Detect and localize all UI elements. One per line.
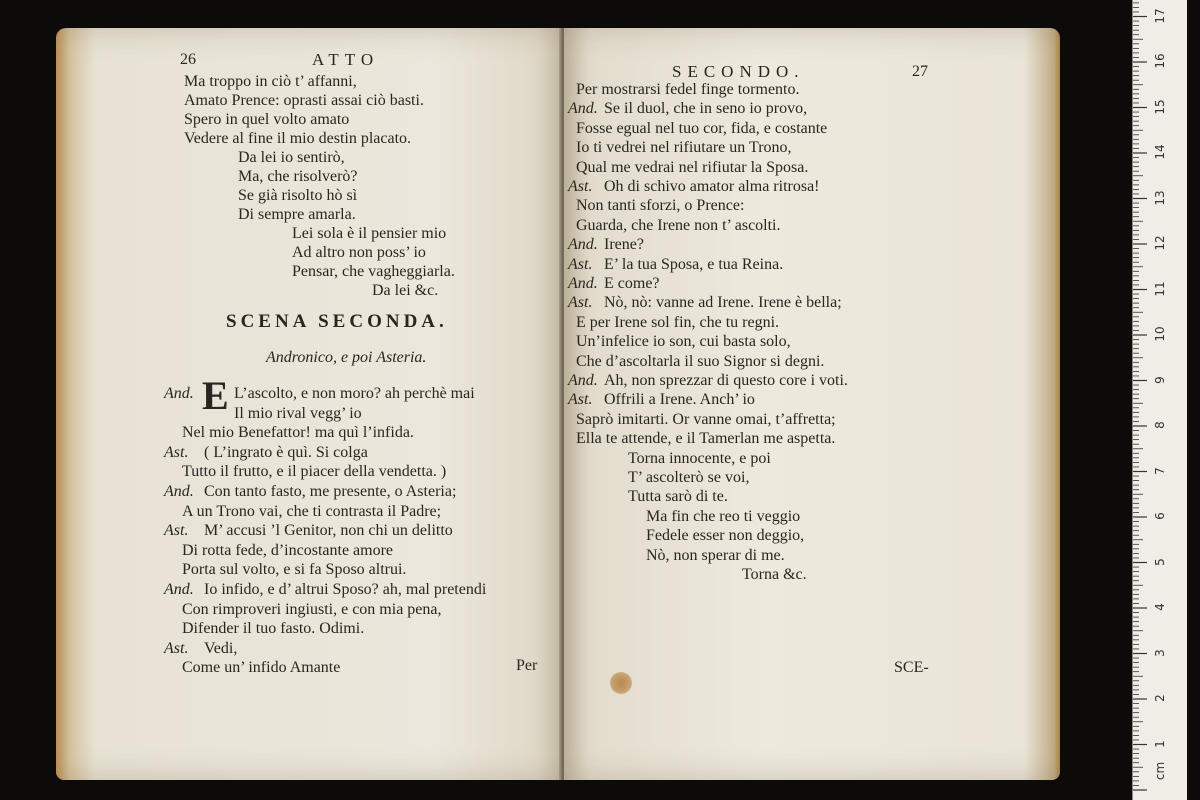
- speaker-label: Ast.: [568, 178, 593, 195]
- left-page: [56, 28, 562, 780]
- speaker-label: Ast.: [164, 639, 189, 657]
- verse-line: Con tanto fasto, me presente, o Asteria;: [204, 483, 457, 500]
- scene-title: SCENA SECONDA.: [226, 311, 448, 332]
- ruler-number: 15: [1153, 98, 1167, 115]
- verse-line: Porta sul volto, e si fa Sposo altrui.: [182, 561, 407, 579]
- open-book: [56, 28, 1060, 780]
- verse-line: Qual me vedrai nel rifiutar la Sposa.: [576, 158, 809, 176]
- verse-line: Io infido, e d’ altrui Sposo? ah, mal pretendi: [204, 581, 487, 598]
- right-page: [564, 28, 1060, 780]
- verse-line: Nel mio Benefattor! ma quì l’infida.: [182, 424, 414, 442]
- verse-line: Che d’ascoltarla il suo Signor si degni.: [576, 352, 825, 370]
- verse-line: Oh di schivo amator alma ritrosa!: [604, 178, 820, 195]
- verse-line: Ma troppo in ciò t’ affanni,: [184, 73, 357, 90]
- verse-line: Ella te attende, e il Tamerlan me aspetta.: [576, 430, 836, 448]
- verse-line: Irene?: [604, 236, 644, 254]
- catchword-left: Per: [516, 657, 538, 674]
- speaker-label: Ast.: [164, 443, 189, 461]
- verse-line: Spero in quel volto amato: [184, 111, 350, 128]
- verse-line: Amato Prence: oprasti assai ciò basti.: [184, 92, 424, 109]
- verse-line: Fedele esser non deggio,: [646, 527, 805, 545]
- ruler-number: 4: [1153, 603, 1167, 611]
- verse-line: E come?: [604, 275, 660, 292]
- ruler-number: 11: [1153, 280, 1167, 297]
- ruler-number: 13: [1153, 189, 1167, 206]
- verse-line: Ma fin che reo ti veggio: [646, 507, 801, 525]
- drop-cap: E: [202, 373, 229, 418]
- verse-line: Con rimproveri ingiusti, e con mia pena,: [182, 600, 442, 618]
- page-number-left: 26: [180, 51, 196, 68]
- speaker-label: And.: [164, 483, 194, 500]
- verse-line: Se già risolto hò sì: [238, 187, 358, 204]
- verse-line: Fosse egual nel tuo cor, fida, e costante: [576, 119, 828, 137]
- verse-line: Ad altro non poss’ io: [292, 244, 426, 261]
- ruler-number: 9: [1153, 375, 1167, 384]
- verse-line: Come un’ infido Amante: [182, 659, 341, 677]
- speaker-label: Ast.: [568, 255, 593, 273]
- verse-line: Se il duol, che in seno io provo,: [604, 100, 808, 118]
- verse-line: M’ accusi ’l Genitor, non chi un delitto: [204, 522, 453, 540]
- speaker-label: Ast.: [164, 522, 189, 540]
- verse-line: Guarda, che Irene non t’ ascolti.: [576, 216, 781, 234]
- verse-line: Un’infelice io son, cui basta solo,: [576, 333, 791, 351]
- catchword-right: SCE-: [894, 659, 929, 676]
- verse-line: E’ la tua Sposa, e tua Reina.: [604, 255, 784, 273]
- verse-line: Torna innocente, e poi: [628, 449, 771, 467]
- speaker-label: Ast.: [568, 391, 593, 409]
- ruler-number: 2: [1153, 694, 1167, 702]
- verse-line: Saprò imitarti. Or vanne omai, t’affretta;: [576, 410, 836, 428]
- verse-line: Vedi,: [204, 639, 238, 657]
- page-number-right: 27: [912, 63, 928, 80]
- speaker-label: Ast.: [568, 294, 593, 312]
- verse-line: Tutta sarò di te.: [628, 488, 728, 506]
- speaker-label: And.: [164, 385, 194, 402]
- speaker-label: And.: [568, 236, 598, 254]
- verse-line: T’ ascolterò se voi,: [628, 469, 750, 486]
- scene-characters: Andronico, e poi Asteria.: [266, 349, 427, 366]
- verse-line: E per Irene sol fin, che tu regni.: [576, 313, 780, 331]
- ruler-number: 14: [1153, 144, 1167, 160]
- ruler-number: 16: [1153, 53, 1167, 69]
- ruler-number: 7: [1153, 466, 1167, 475]
- verse-line: Di rotta fede, d’incostante amore: [182, 541, 394, 559]
- ruler-number: 12: [1153, 235, 1167, 251]
- ruler-unit-label: cm: [1153, 761, 1167, 781]
- verse-line: Per mostrarsi fedel finge tormento.: [576, 81, 800, 98]
- speaker-label: And.: [568, 275, 598, 292]
- verse-line: A un Trono vai, che ti contrasta il Padre;: [182, 502, 442, 520]
- paper-stain: [610, 672, 632, 694]
- verse-line: Vedere al fine il mio destin placato.: [184, 130, 412, 147]
- ruler-number: 6: [1153, 512, 1167, 520]
- measuring-ruler: [1132, 0, 1187, 800]
- ruler-number: 3: [1153, 648, 1167, 657]
- ruler-number: 10: [1153, 326, 1167, 342]
- speaker-label: And.: [568, 372, 598, 389]
- verse-line: Di sempre amarla.: [238, 206, 356, 223]
- verse-line: Lei sola è il pensier mio: [292, 225, 447, 242]
- running-head-right: SECONDO.: [672, 62, 805, 81]
- verse-line: Il mio rival vegg’ io: [234, 404, 362, 422]
- verse-line: Nò, non sperar di me.: [646, 546, 785, 564]
- verse-line: Da lei io sentirò,: [238, 149, 345, 166]
- verse-line: Tutto il frutto, e il piacer della vendetta. ): [182, 463, 447, 481]
- ruler-number: 8: [1153, 421, 1167, 429]
- ruler-number: 5: [1153, 557, 1167, 566]
- verse-line: Pensar, che vagheggiarla.: [292, 263, 455, 280]
- running-head-left: ATTO: [312, 50, 380, 69]
- verse-line: Io ti vedrei nel rifiutare un Trono,: [576, 139, 792, 157]
- verse-line: Offrili a Irene. Anch’ io: [604, 391, 755, 409]
- speaker-label: And.: [568, 100, 598, 118]
- ruler-number: 1: [1153, 739, 1167, 748]
- verse-line: Da lei &c.: [372, 282, 439, 299]
- speaker-label: And.: [164, 581, 194, 598]
- verse-line: Ma, che risolverò?: [238, 168, 358, 185]
- ruler-number: 17: [1153, 7, 1167, 24]
- verse-line: L’ascolto, e non moro? ah perchè mai: [234, 385, 475, 402]
- verse-line: Non tanti sforzi, o Prence:: [576, 197, 745, 215]
- verse-line: Difender il tuo fasto. Odimi.: [182, 620, 365, 638]
- verse-line: ( L’ingrato è quì. Si colga: [204, 443, 368, 461]
- verse-line: Torna &c.: [742, 566, 807, 583]
- verse-line: Ah, non sprezzar di questo core i voti.: [604, 372, 848, 389]
- verse-line: Nò, nò: vanne ad Irene. Irene è bella;: [604, 294, 842, 312]
